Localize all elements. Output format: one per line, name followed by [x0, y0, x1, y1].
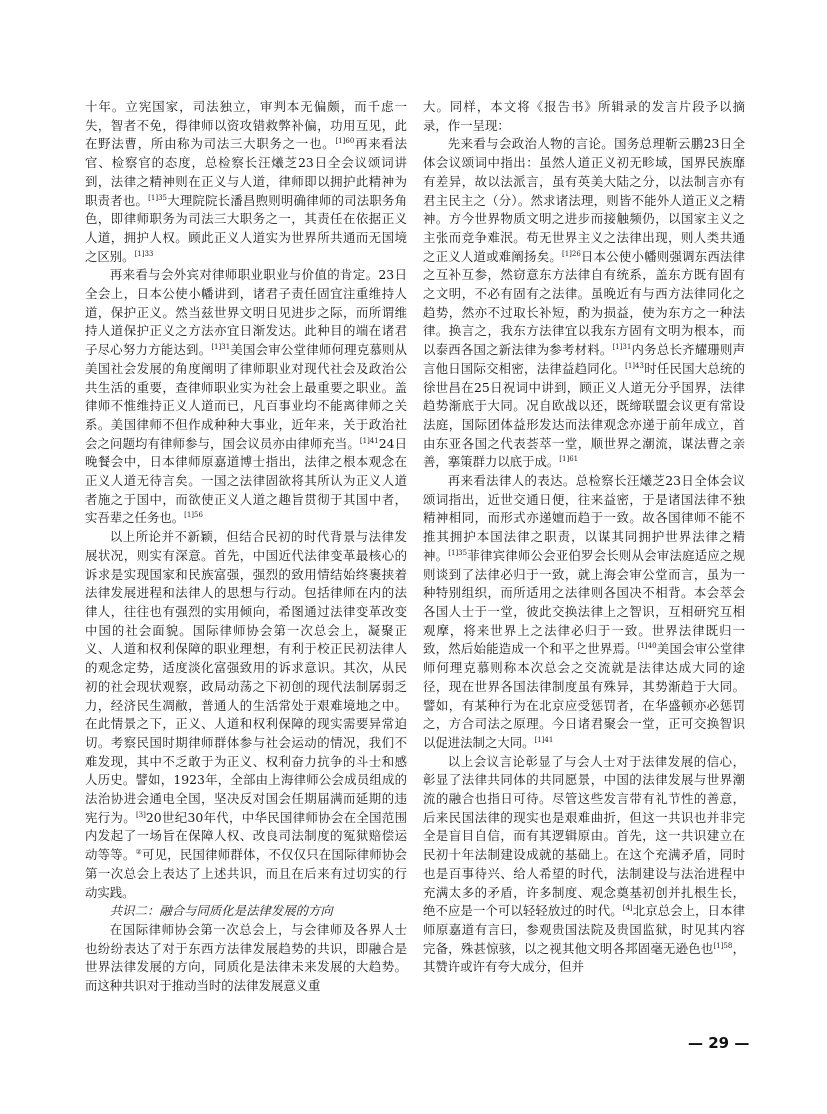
paragraph: 先来看与会政治人物的言论。国务总理靳云鹏23日全体会议颂词中指出：虽然人道正义初无畛域，国界民族靡有差异，故以法派言，虽有英美大陆之分，以法制言亦有君主民主之（分）。然求诸法理，则皆不能外人道正义之精神。方今世界物质文明之进步而接触频仍，以国家主义之主张而竞争难泯。苟无世界主义之法律出现，则人类共通之正义人道或难阐扬矣。$^{[1]26}$日本公使小幡则强调东西法律之互补互参，然窃意东方法律自有统系，盖东方既有固有之文明，不必有固有之法律。虽晚近有与西方法律同化之趋势，然亦不过取长补短，酌为损益，使为东方之一种法律。换言之，我东方法律宜以我东方固有文明为根本，而以泰西各国之新法律为参考材料。$^{[1]31}$内务总长齐耀珊则声言他日国际交相密，法律益趋同化。$^{[1]43}$时任民国大总统的徐世昌在25日祝词中讲到，顾正义人道无分乎国界，法律趋势渐底于大同。况自欧战以还，既缔联盟会议更有常设法庭，国际团体益形发达而法律观念亦递于前年成立，首由东亚各国之代表荟萃一堂，顺世界之潮流，谋法曹之亲善，搴策群力以底于成。$^{[1]61}$ [423, 136, 746, 470]
paragraph: 十年。立宪国家，司法独立，审判本无偏颇，而千虑一失，智者不免，得律师以资攻错救弊补偏，功用互见，此在野法曹，所由称为司法三大职务之一也。$^{[1]60}$再来看法官、检察官的态度，总检察长汪爔芝23日全会议颂词讲到，法律之精神则在正义与人道，律师即以拥护此精神为职责者也。$^{[1]35}$大理院院长潘昌煦则明确律师的司法职务角色，即律师职务为司法三大职务之一，其责任在依据正义人道，拥护人权。顾此正义人道实为世界所共通而无国境之区别。$^{[1]33}$ [85, 99, 408, 264]
page-number: — 29 — [688, 1034, 750, 1052]
paragraph: 在国际律师协会第一次总会上，与会律师及各界人士也纷纷表达了对于东西方法律发展趋势的共识，即融合是世界法律发展的方向，同质化是法律未来发展的大趋势。而这种共识对于推动当时的法律发展意义重 [85, 921, 407, 994]
right-column [423, 98, 745, 977]
paragraph: 再来看与会外宾对律师职业职业与价值的肯定。23日全会上，日本公使小幡讲到，诸君子责任固宜注重维持人道，保护正义。然当兹世界文明日见进步之际，而所谓维持人道保护正义之方法亦宜日渐发达。此种目的端在诸君子尽心努力方能达到。$^{[1]31}$美国会审公堂律师何理克慕则从美国社会发展的角度阐明了律师职业对现代社会及政治公共生活的重要，查律师职业实为社会上最重要之职业。盖律师不惟维持正义人道而已，凡百事业均不能离律师之关系。美国律师不但作成种种大事业，近年来，关于政治社会之问题均有律师参与，国会议员亦由律师充当。$^{[1]41}$24日晚餐会中，日本律师原嘉道博士指出，法律之根本观念在正义人道无待言矣。一国之法律固欲将其所认为正义人道者施之于国中，而欲使正义人道之趣旨贯彻于其国中者，实吾辈之任务也。$^{[1]56}$ [85, 267, 408, 526]
paragraph: 以上会议言论彰显了与会人士对于法律发展的信心，彰显了法律共同体的共同愿景，中国的法律发展与世界潮流的融合也指日可待。尽管这些发言带有礼节性的善意，后来民国法律的现实也是艰难曲折，但这一共识也并非完全是盲目自信，而有其逻辑原由。首先，这一共识建立在民初十年法制建设成就的基础上。在这个充满矛盾，同时也是百事待兴、给人希望的时代，法制建设与法治进程中充满太多的矛盾，许多制度、观念奠基初创并扎根生长，绝不应是一个可以轻轻放过的时代。[4]北京总会上，日本律师原嘉道有言曰，参观贵国法院及贵国监狱，时见其内容完备，殊甚惊骇，以之视其他文明各邦固毫无逊色也$^{[1]58}$，其赞许或许有夸大成分，但并 [423, 753, 746, 975]
paragraph: 以上所论并不新颖，但结合民初的时代背景与法律发展状况，则实有深意。首先，中国近代法律变革最核心的诉求是实现国家和民族富强，强烈的致用情结始终裹挟着法律发展进程和法律人的思想与行动。包括律师在内的法律人，往往也有强烈的实用倾向，希图通过法律变革改变中国的社会面貌。国际律师协会第一次总会上，凝聚正义、人道和权利保障的职业理想，有利于校正民初法律人的观念定势，适度淡化富强致用的诉求意识。其次，从民初的社会现状观察，政局动荡之下初创的现代法制孱弱乏力，经济民生凋敝，普通人的生活常处于艰难境地之中。在此情景之下，正义、人道和权利保障的现实需要异常迫切。考察民国时期律师群体参与社会运动的情况，我们不难发现，其中不乏敢于为正义、权利奋力抗争的斗士和感人历史。譬如，1923年，全部由上海律师公会成员组成的法治协进会通电全国，坚决反对国会任期届满而延期的违宪行为。[3]20世纪30年代，中华民国律师协会在全国范围内发起了一场旨在保障人权、改良司法制度的冤狱赔偿运动等等。②可见，民国律师群体，不仅仅只在国际律师协会第一次总会上表达了上述共识，而且在后来有过切实的行动实践。 [85, 529, 407, 900]
section-heading: 共识二：融合与同质化是法律发展的方向 [109, 903, 333, 919]
paragraph: 大。同样，本文将《报告书》所辑录的发言片段予以摘录，作一呈现： [423, 99, 745, 133]
paragraph: 再来看法律人的表达。总检察长汪爔芝23日全体会议颂词指出，近世交通日便，往来益密，于是诸国法律不独精神相同，而形式亦递嬗而趋于一致。故各国律师不能不推其拥护本国法律之职责，以谋其同拥护世界法律之精神。$^{[1]35}$菲律宾律师公会亚伯罗会长则从会审法庭适应之规则谈到了法律必归于一致，就上海会审公堂而言，虽为一种特别组织，而所适用之法律则各国决不相背。本会萃会各国人士于一堂，彼此交换法律上之智识，互相研究互相观摩，将来世界上之法律必归于一致。世界法律既归一致，然后始能造成一个和平之世界焉。$^{[1]40}$美国会审公堂律师何理克慕则称本次总会之交流就是法律达成大同的途径，现在世界各国法律制度虽有殊异，其势渐趋于大同。譬如，有某种行为在北京应受惩罚者，在华盛顿亦必惩罚之，方合司法之原理。今日诸君聚会一堂，正可交换智识以促进法制之大同。$^{[1]41}$ [423, 473, 746, 750]
left-column [85, 98, 407, 996]
